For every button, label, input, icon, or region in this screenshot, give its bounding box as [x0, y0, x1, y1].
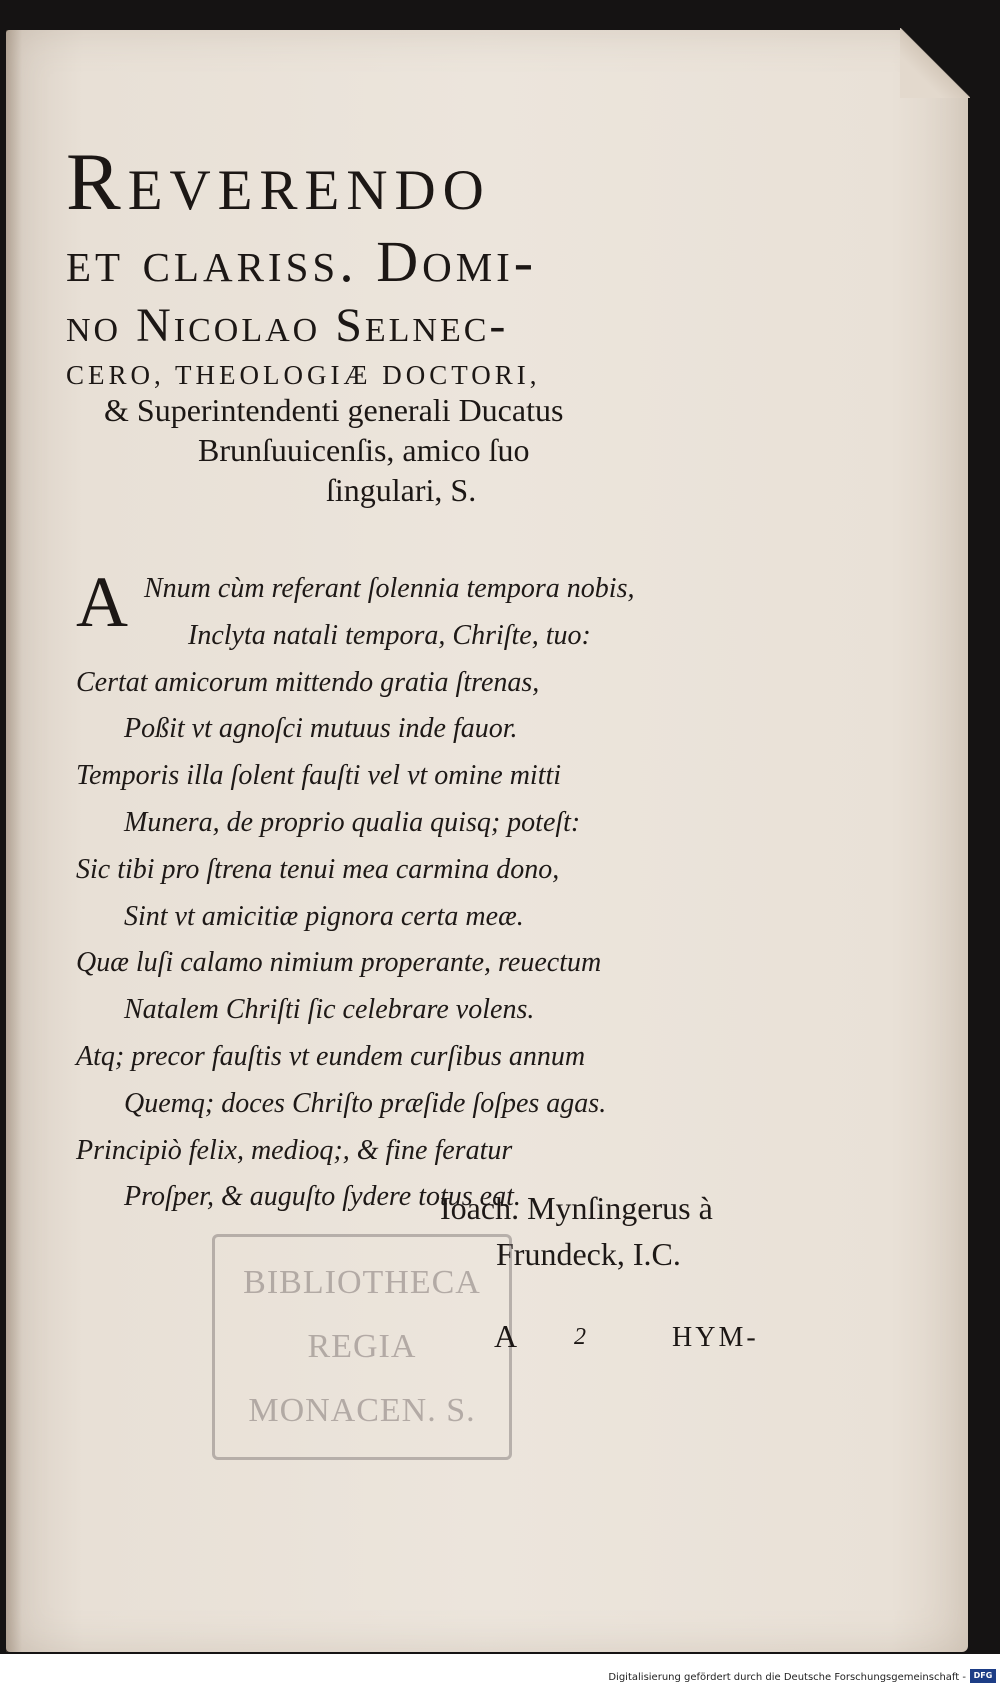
poem-line: Munera, de proprio qualia quisq; poteſt: — [124, 806, 581, 838]
poem-line: Atq; precor fauſtis vt eundem curſibus annum — [76, 1040, 586, 1072]
poem-line: Proſper, & auguſto ſydere totus eat. — [124, 1181, 521, 1213]
poem-line: Principiò felix, medioq;, & fine feratur — [76, 1134, 513, 1166]
heading-line-3: no Nicolao Selnec- — [66, 299, 509, 352]
poem-line: Quemq; doces Chriſto præſide ſoſpes agas. — [124, 1087, 607, 1119]
credit-bar — [0, 1654, 1000, 1688]
heading-line-5: & Superintendenti generali Ducatus — [104, 392, 564, 428]
folded-corner — [900, 28, 970, 98]
spine-shadow — [6, 30, 22, 1652]
library-stamp — [212, 1234, 512, 1460]
dfg-logo-icon[interactable]: DFG — [970, 1669, 996, 1683]
heading-line-2: et clariss. Domi- — [66, 229, 538, 294]
funding-credit: Digitalisierung gefördert durch die Deutsche Forschungsgemeinschaft - — [608, 1672, 966, 1683]
signature-mark: A — [494, 1318, 518, 1354]
poem-line: Certat amicorum mittendo gratia ſtrenas, — [76, 666, 540, 698]
poem — [76, 562, 756, 1221]
stamp-line-3: MONACEN. S. — [248, 1392, 476, 1429]
heading-line-7: ſingulari, S. — [326, 472, 477, 508]
folio-number: 2 — [574, 1324, 586, 1350]
catchword: HYM- — [672, 1322, 759, 1353]
poem-line: Sint vt amicitiæ pignora certa meæ. — [124, 900, 524, 932]
drop-cap: A — [76, 562, 128, 642]
heading-line-4: CERO, THEOLOGIÆ DOCTORI, — [66, 360, 541, 390]
heading-line-1: Reverendo — [66, 136, 491, 227]
poem-line: Quæ luſi calamo nimium properante, reuectum — [76, 947, 602, 979]
poem-line: Nnum cùm referant ſolennia tempora nobis, — [144, 573, 635, 604]
poem-line: Natalem Chriſti ſic celebrare volens. — [124, 994, 535, 1026]
poem-line: Sic tibi pro ſtrena tenui mea carmina dono, — [76, 853, 560, 885]
heading-line-6: Brunſuuicenſis, amico ſuo — [198, 432, 530, 468]
poem-line: Poßit vt agnoſci mutuus inde fauor. — [124, 713, 518, 745]
poem-line: Temporis illa ſolent fauſti vel vt omine mitti — [76, 760, 562, 792]
stamp-line-2: REGIA — [307, 1328, 417, 1365]
poem-line: Inclyta natali tempora, Chriſte, tuo: — [188, 619, 591, 651]
stamp-line-1: BIBLIOTHECA — [243, 1264, 481, 1301]
author-signature-line-2: Frundeck, I.C. — [496, 1236, 681, 1272]
author-signature-line-1: Ioach. Mynſingerus à — [440, 1190, 713, 1226]
